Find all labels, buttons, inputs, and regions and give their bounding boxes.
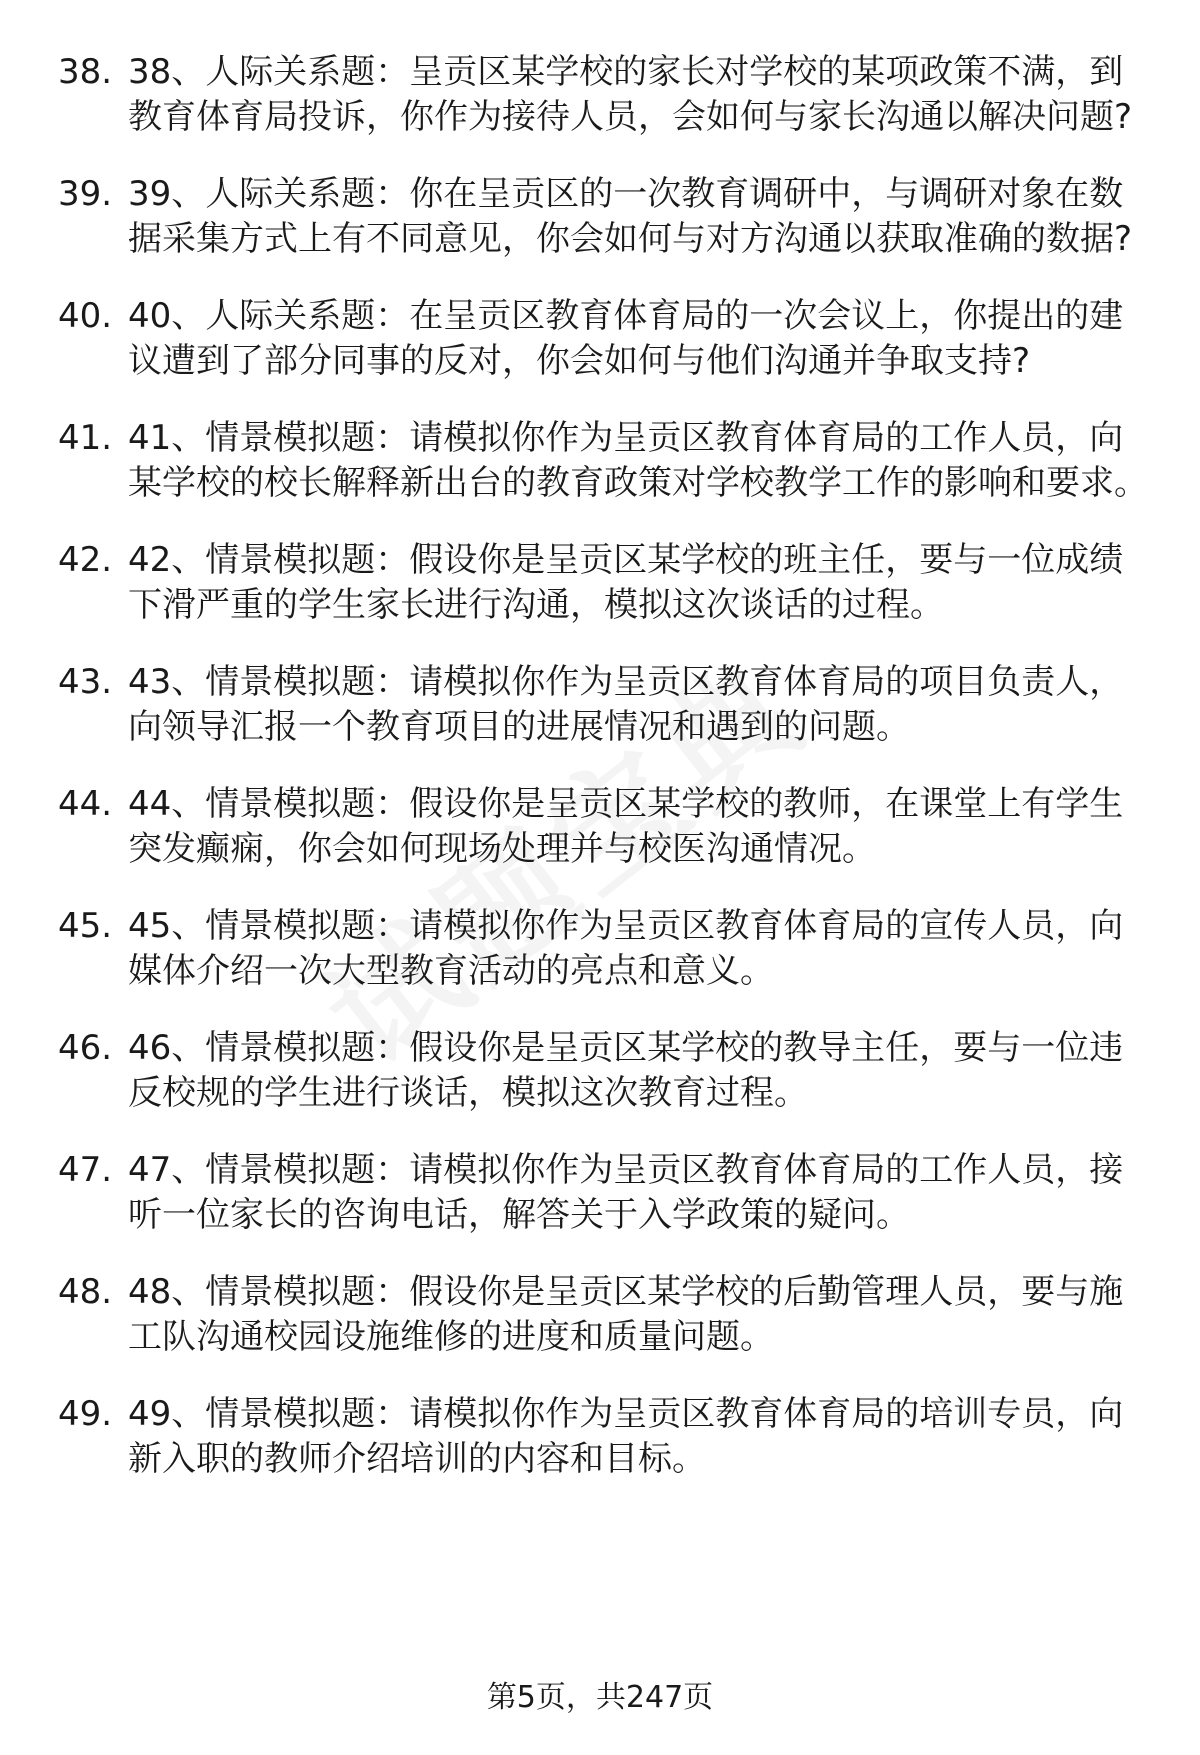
question-text: 44、情景模拟题：假设你是呈贡区某学校的教师，在课堂上有学生突发癫痫，你会如何现场处理并与校医沟通情况。 [128,784,1124,869]
item-number: 38. [58,52,113,92]
question-text: 39、人际关系题：你在呈贡区的一次教育调研中，与调研对象在数据采集方式上有不同意见，你会如何与对方沟通以获取准确的数据? [128,174,1133,259]
question-text: 42、情景模拟题：假设你是呈贡区某学校的班主任，要与一位成绩下滑严重的学生家长进行沟通，模拟这次谈话的过程。 [128,540,1124,625]
list-item [58,294,1148,384]
item-number: 48. [58,1272,113,1312]
question-text: 45、情景模拟题：请模拟你作为呈贡区教育体育局的宣传人员，向媒体介绍一次大型教育活动的亮点和意义。 [128,906,1124,991]
list-item [58,904,1148,994]
item-number: 46. [58,1028,113,1068]
list-item [58,416,1148,506]
list-item [58,660,1148,750]
page-number: 第5页，共247页 [486,1680,714,1715]
question-text: 49、情景模拟题：请模拟你作为呈贡区教育体育局的培训专员，向新入职的教师介绍培训的内容和目标。 [128,1394,1124,1479]
list-item [58,1270,1148,1360]
list-item [58,538,1148,628]
item-number: 40. [58,296,113,336]
question-text: 43、情景模拟题：请模拟你作为呈贡区教育体育局的项目负责人，向领导汇报一个教育项目的进展情况和遇到的问题。 [128,662,1124,747]
item-number: 45. [58,906,113,946]
item-number: 47. [58,1150,113,1190]
item-number: 41. [58,418,113,458]
list-item [58,172,1148,262]
list-item [58,1148,1148,1238]
question-list [58,50,1148,1514]
question-text: 48、情景模拟题：假设你是呈贡区某学校的后勤管理人员，要与施工队沟通校园设施维修的进度和质量问题。 [128,1272,1124,1357]
question-text: 41、情景模拟题：请模拟你作为呈贡区教育体育局的工作人员，向某学校的校长解释新出台的教育政策对学校教学工作的影响和要求。 [128,418,1148,503]
item-number: 42. [58,540,113,580]
item-number: 44. [58,784,113,824]
list-item [58,1392,1148,1482]
question-text: 47、情景模拟题：请模拟你作为呈贡区教育体育局的工作人员，接听一位家长的咨询电话，解答关于入学政策的疑问。 [128,1150,1124,1235]
question-text: 38、人际关系题：呈贡区某学校的家长对学校的某项政策不满，到教育体育局投诉，你作为接待人员，会如何与家长沟通以解决问题? [128,52,1133,137]
list-item [58,782,1148,872]
item-number: 43. [58,662,113,702]
item-number: 49. [58,1394,113,1434]
question-text: 40、人际关系题：在呈贡区教育体育局的一次会议上，你提出的建议遭到了部分同事的反对，你会如何与他们沟通并争取支持? [128,296,1124,381]
list-item [58,50,1148,140]
question-text: 46、情景模拟题：假设你是呈贡区某学校的教导主任，要与一位违反校规的学生进行谈话，模拟这次教育过程。 [128,1028,1124,1113]
list-item [58,1026,1148,1116]
item-number: 39. [58,174,113,214]
